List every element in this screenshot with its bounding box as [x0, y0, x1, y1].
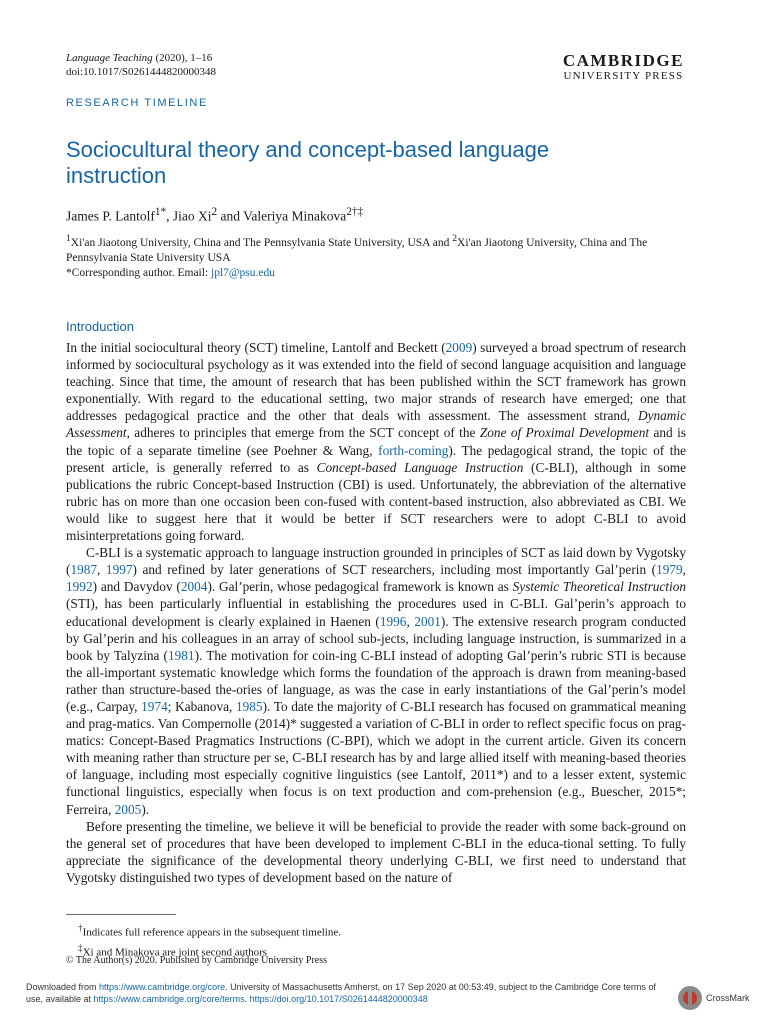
crossmark-badge[interactable] — [678, 986, 750, 1010]
italic-term: Dynamic Assessment — [66, 408, 686, 441]
author-2: Jiao Xi — [172, 208, 212, 224]
text: . — [244, 993, 250, 1004]
text: ) and Davydov ( — [92, 579, 181, 595]
citation-link[interactable]: 1996 — [379, 613, 407, 629]
text: ). Gal’perin, whose pedagogical framework is known as — [207, 579, 513, 595]
author-separator: and — [217, 208, 244, 224]
paragraph-1 — [66, 339, 686, 544]
citation-link[interactable]: 1985 — [235, 698, 263, 714]
logo-line-2: UNIVERSITY PRESS — [563, 70, 684, 82]
text: ). The extensive research program conducted by Gal’perin and his colleagues in an array of school sub-jects, including language instruction, is summarized in a book by Talyzina ( — [66, 613, 686, 663]
text: ). The motivation for coin-ing C-BLI instead of adopting Gal’perin’s rubric STI is because the all-important systematic knowledge which forms the foundation of the approach is drawn from meaning-based rather than structure-based the-ories of language, as was the case in early instantiations of the Gal’perin’s model (e.g., Carpay, — [66, 647, 686, 714]
author-3-marker: 2†‡ — [346, 206, 364, 218]
crossmark-icon — [678, 986, 702, 1010]
citation-link[interactable]: 1974 — [141, 698, 168, 714]
affiliations — [66, 231, 686, 281]
section-label: RESEARCH TIMELINE — [66, 97, 208, 109]
text: ) and refined by later generations of SCT researchers, including most importantly Gal’perin ( — [132, 562, 657, 578]
text: , — [406, 613, 415, 629]
author-3: Valeriya Minakova — [243, 208, 347, 224]
doi: doi:10.1017/S0261444820000348 — [66, 66, 217, 78]
paragraph-2 — [66, 544, 686, 818]
author-1: James P. Lantolf — [66, 208, 155, 224]
citation-link[interactable]: 2009 — [445, 340, 473, 355]
text: ). — [141, 801, 150, 817]
footnote-marker: † — [78, 923, 83, 933]
article-title: Sociocultural theory and concept-based language instruction — [66, 137, 550, 188]
citation-link[interactable]: 1992 — [66, 579, 93, 595]
italic-term: Concept-based Language Instruction — [316, 459, 524, 475]
author-separator: , — [166, 208, 173, 224]
text: ). To date the majority of C-BLI research has focused on grammatical meaning and prag-matics. Van Compernolle (2014)* suggested a variation of C-BLI in order to reflect specific focus on prag-matics: Concept-Based Pragmatics Instructions (C-BPI), which we adopt in the current article. Given its concern with meaning rather than structure per se, C-BLI research has by and large allied itself with meaning-based theories of language, including most especially cognitive linguistics (see Lantolf, 2011*) and to a lesser extent, systemic functional linguistics, especially when focus is on text production and com-prehension (e.g., Buescher, 2015*; Ferreira, — [66, 698, 686, 817]
footnote-rule — [66, 914, 176, 915]
affil-text: Xi'an Jiaotong University, China and The Pennsylvania State University USA — [66, 236, 648, 264]
text: Downloaded from — [26, 982, 100, 992]
terms-link[interactable]: https://www.cambridge.org/core/terms — [93, 993, 245, 1004]
citation-link[interactable]: 1987 — [70, 562, 98, 578]
cambridge-logo — [563, 52, 684, 82]
text: In the initial sociocultural theory (SCT) timeline, Lantolf and Beckett ( — [66, 340, 446, 355]
journal-citation — [66, 51, 216, 79]
text: (C-BLI), although in some publications the rubric Concept-based Instruction (CBI) is used. Unfortunately, the abbreviation of the alternative rubric has on more than one occasion been con-fused with content-based instruction, also abbreviated as CBI. We would like to suggest here that it would be better if SCT researchers were to adopt C-BLI to avoid misinterpretations going forward. — [66, 459, 686, 544]
italic-term: Systemic Theoretical Instruction — [512, 579, 686, 595]
journal-meta: (2020), 1–16 — [152, 52, 213, 64]
citation-link[interactable]: 2001 — [414, 613, 441, 629]
paragraph-3: Before presenting the timeline, we believe it will be beneficial to provide the reader with some back-ground on the general set of procedures that have been developed to implement C-BLI in the educa-tional setting. To fully appreciate the significance of the developmental theory underlying C-BLI, we first need to understand that Vygotsky distinguished two types of development based on the nature of — [66, 818, 686, 885]
citation-link[interactable]: 2005 — [114, 801, 142, 817]
citation-link[interactable]: 1997 — [105, 562, 133, 578]
text: ; Kabanova, — [167, 698, 236, 714]
footnote-marker: ‡ — [78, 942, 83, 953]
corresponding-label: *Corresponding author. Email: — [66, 266, 212, 279]
article-body — [66, 339, 686, 886]
text: (STI), has been particularly influential in establishing the procedures used in C-BLI. Gal’perin’s approach to educational development is clearly explained in Haenen ( — [66, 596, 686, 629]
text: ) surveyed a broad spectrum of research informed by sociocultural psychology as it was extended into the field of second language acquisition and language teaching. Since that time, the amount of research that has been published within the SCT framework has grown exponentially. With regard to the educational setting, two major strands of research have emerged; one that addresses pedagogical practice and the other that deals with assessment. The assessment strand, — [66, 340, 686, 424]
text: . University of Massachusetts Amherst, on 17 Sep 2020 at 00:53:49, subject to the Cambridge Core terms of use, available at — [26, 982, 656, 1004]
text: C-BLI is a systematic approach to language instruction grounded in principles of SCT as laid down by Vygotsky ( — [66, 545, 686, 578]
text: , — [97, 562, 106, 578]
citation-link[interactable]: 1979 — [656, 562, 683, 578]
email-link[interactable]: jpl7@psu.edu — [211, 266, 275, 279]
footnote-text: Indicates full reference appears in the subsequent timeline. — [82, 926, 341, 939]
text: ). The pedagogical strand, the topic of the present article, is generally referred to as — [66, 442, 687, 475]
affil-marker: 1 — [66, 233, 71, 244]
citation-link[interactable]: forth-coming — [378, 442, 449, 458]
citation-link[interactable]: 2004 — [180, 579, 208, 595]
author-1-marker: 1* — [154, 206, 167, 218]
download-notice — [26, 982, 666, 1005]
intro-heading: Introduction — [66, 319, 134, 334]
affil-text: Xi'an Jiaotong University, China and The Pennsylvania State University, USA and — [70, 236, 453, 249]
cambridge-core-link[interactable]: https://www.cambridge.org/core — [99, 982, 226, 992]
italic-term: Zone of Proximal Development — [479, 425, 650, 441]
copyright-notice: © The Author(s) 2020. Published by Cambridge University Press — [66, 955, 328, 966]
citation-link[interactable]: 1981 — [167, 647, 195, 663]
affil-marker: 2 — [452, 233, 458, 244]
footnote-text: Xi and Minakova are joint second authors — [82, 946, 268, 959]
text: and is the topic of a separate timeline (see Poehner & Wang, — [66, 425, 686, 458]
doi-link[interactable]: https://doi.org/10.1017/S0261444820000348 — [249, 993, 428, 1004]
text: , — [682, 562, 686, 578]
logo-line-1: CAMBRIDGE — [562, 51, 684, 70]
author-2-marker: 2 — [211, 206, 218, 218]
crossmark-label: CrossMark — [706, 993, 750, 1003]
journal-name: Language Teaching — [66, 52, 153, 64]
text: , adheres to principles that emerge from the SCT concept of the — [126, 425, 480, 441]
author-list — [66, 206, 363, 225]
